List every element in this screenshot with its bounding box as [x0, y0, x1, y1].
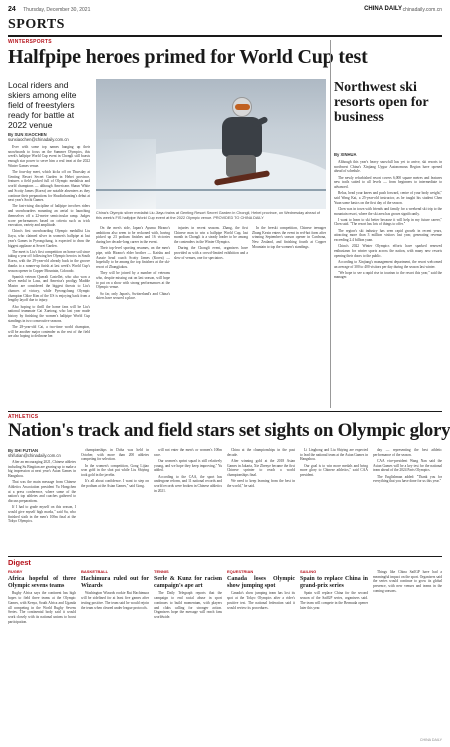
athletics-column-2 — [81, 448, 149, 553]
paragraph: will not enter the men's or women's 100m race. — [154, 448, 222, 457]
paragraph: On the men's side, Japan's Ayumu Hirano's ambitions also seem to be reckoned with, having picked up 23 podium finishes and 16 victories during her decade-long career in the event. — [96, 226, 170, 245]
paragraph: Their top-level sporting resumes, on the men's pipe, with Hirano's elder brother — Kaishu and Aussie head coach Scotty James (Korea) — hopefully to be among the top finishers at the ski-resort of Zhangjiakou. — [96, 246, 170, 270]
athletics-column-6 — [373, 448, 442, 553]
lead-deck: Local riders and skiers among elite field of freestylers ready for battle at 2022 venue — [8, 80, 77, 130]
side-headline[interactable]: Northwest ski resorts open for business — [334, 80, 429, 125]
brief-headline[interactable]: Hachimura ruled out for Wizards — [81, 576, 149, 589]
lead-column-4 — [252, 226, 326, 407]
brief-kicker: TENNIS — [154, 570, 169, 574]
section-divider — [8, 35, 442, 37]
digest-brief-2 — [81, 570, 149, 734]
paragraph: The region's ski industry has seen rapid growth in recent years, attracting more than 3 million visitors last year, generating revenue exceeding 2.4 billion yuan. — [334, 228, 442, 243]
athletics-byline — [8, 448, 88, 458]
side-column — [334, 160, 442, 407]
paragraph: Li Linghong and Liu Shiying are expected to lead the national team at the Asian Games in Hangzhou. — [300, 448, 368, 462]
paragraph: That was the main message from Chinese Athletics Association president Yu Hongchen at a press conference, where some of the nation's top athletes and coaches gathered to discuss preparations. — [8, 480, 76, 504]
byline-name: By SHI FUTIAN — [8, 448, 39, 453]
brief-body: Rugby Africa says the continent has high hopes to field three teams at the Olympic Games, with Kenya, South Africa and Uganda all competing in the World Rugby Sevens Series. The continental body said it would work closely with its national unions to boost participation. — [8, 591, 76, 624]
brief-body: The Daily Telegraph reports that the campaign to end racial abuse in sport continues to build momentum, with players and clubs calling for stronger action. Organisers hope the message will reach fans worldwide. — [154, 591, 222, 619]
lead-column-3 — [174, 226, 248, 407]
story-divider — [8, 411, 442, 412]
paragraph: The fast-rising discipline of halfpipe involves riders and snowboarders mounting an aerial to launching themselves off a 22-metre semicircular ramp. Judges score performances based on criteria such as trick execution, variety and amplitude. — [8, 204, 90, 228]
column-divider — [330, 40, 331, 408]
side-byline: By XINHUA — [334, 152, 357, 157]
paragraph: The four-day meet, which kicks off on Thursday at Genting Resort Secret Garden in Hebei province, features a field packed full of Olympic medalists and world champions — although Americans Shaun White and Scotty James (Korea) are notable absentees as they continue their preparations for Shaolinhunting's debut at next year's Sochi Games. — [8, 170, 90, 203]
paragraph: China's first snowboarding Olympic medallist Liu Jiayu, who claimed silver in women's halfpipe at last year's Games in Pyeongchang, is expected to draw the biggest applause at Secret Garden. — [8, 229, 90, 248]
page-number: 24 — [8, 6, 16, 13]
paragraph: Our goal is to win more medals and bring more glory to Chinese athletics," said CAA president. — [300, 463, 368, 478]
footer-right: CHINA DAILY — [419, 738, 442, 742]
paragraph: CAA vice-president Wang Nan said the Asian Games will be a key test for the national team ahead of the 2024 Paris Olympics. — [373, 458, 442, 473]
paragraph: "We hope to see a rapid rise in tourism to the resort this year," said the manager. — [334, 270, 442, 280]
byline-email[interactable]: shifutian@chinadaily.com.cn — [8, 453, 61, 458]
paragraph: So far, only Japan's, Switzerland's and China's skiers have secured a place. — [96, 291, 170, 301]
paragraph: They will be joined by a number of veterans who, despite missing out on last season, will hope to put on a show with strong performances at the Olympic venue. — [96, 271, 170, 290]
paragraph: The Englishman added: "Thank you for everything that you have done for us this year." — [373, 474, 442, 484]
paragraph: Although this year's heavy snowfall has yet to arrive, ski resorts in northwest China's Xinjiang Uygur Autonomous Region have opened ahead of schedule. — [334, 160, 442, 174]
paragraph: Ever with some top names hanging up their snowboards to focus on the Summer Olympics, this week's halfpipe World Cup event in Chongli still boasts enough star power to serve him a real treat at the 2022 Winter Games venue. — [8, 145, 90, 168]
paragraph: If I had to grade myself on this season, I would give myself high marks," said Su, who finished sixth in the men's 100m final at the Tokyo Olympics. — [8, 505, 76, 524]
digest-divider — [8, 556, 442, 567]
issue-date: Thursday, December 30, 2021 — [23, 7, 91, 13]
paragraph: injuries in recent seasons. Zhang, the first Chinese man to win a halfpipe World Cup, last month in Chongli is a steady leader to be among the contenders in the Winter Olympics. — [174, 226, 248, 245]
digest-title: Digest — [8, 558, 31, 567]
paragraph: After winning gold at the 2018 Asian Games in Jakarta, Xie Zhenye became the first Chinese sprinter to reach a world championships final. — [227, 458, 295, 478]
paragraph: Also hoping to thrill the home fans will be Liu's national teammate Cai Xuetong, who last year made history by finishing the women's halfpipe World Cup standings in two consecutive seasons. — [8, 304, 90, 323]
brief-kicker: EQUESTRIAN — [227, 570, 254, 574]
lead-column-1 — [8, 145, 90, 407]
paragraph: The meet is Liu's first competition on home soil since taking a year off following her Olympic heroics in South Korea, with the 29-year-old already back in the groove thanks to a runner-up finish at last week's World Cup's season opener in Copper Mountain, Colorado. — [8, 249, 90, 273]
digest-brief-1 — [8, 570, 76, 734]
brief-headline[interactable]: Spain to replace China in grand-prix series — [300, 576, 368, 589]
brief-headline[interactable]: Africa hopeful of three Olympic sevens teams — [8, 576, 76, 589]
digest-brief-6 — [373, 570, 442, 734]
digest-brief-3 — [154, 570, 222, 734]
paragraph: According to Xinjiang's management department, the resort welcomed an average of 300 to 400 visitors per day during the season last winter. — [334, 259, 442, 269]
paragraph: day — representing the best athletic performance of the season. — [373, 448, 442, 457]
athletics-headline[interactable]: Nation's track and field stars set sights on Olympic glory — [8, 420, 450, 441]
page-header — [8, 6, 442, 16]
paragraph: Chen was in town with friends and family for a weekend ski trip to the mountain resort, where the ski area has grown significantly. — [334, 206, 442, 216]
paragraph: According to the CAA, the sport has undergone reform, and 11 national records and world records were broken in Chinese athletics in 2021. — [154, 474, 222, 493]
digest-brief-5 — [300, 570, 368, 734]
lead-photo[interactable] — [96, 79, 326, 209]
byline-email[interactable]: sunxiaochen@chinadaily.com.cn — [8, 137, 69, 142]
athletics-kicker: ATHLETICS — [8, 414, 39, 420]
paragraph: The 28-year-old Cai, a two-time world champion, will be another major contender as the rest of the field are also hoping to dethrone her. — [8, 324, 90, 339]
brief-headline[interactable]: Serle & Kunz for racism campaign's ape art — [154, 576, 222, 589]
lead-headline[interactable]: Halfpipe heroes primed for World Cup test — [8, 46, 368, 68]
paragraph: championships in Doha was held in October, with more than 200 athletes competing for selection. — [81, 448, 149, 462]
photo-caption: China's Olympic silver medalist Liu Jiayu trains at Genting Resort Secret Garden in Chongli, Hebei province, on Wednesday ahead of this week's FIS halfpipe World Cup event at the 2022 Olympic venue. PROVIDED TO CHINA DAILY — [96, 211, 320, 220]
paragraph: China at the championships in the past decade. — [227, 448, 295, 457]
digest-brief-4 — [227, 570, 295, 734]
paragraph: Spanish veteran Queralt Castellet, who also won a silver medal in Laax, and America's prodigy Maddie Mastro are considered the biggest threats to Liu's chances of victory, while Pyeongchang Olympic champion Chloe Kim of the US is enjoying back from a lengthy layoff due to injury. — [8, 274, 90, 303]
paragraph: Our women's sprint squad is still relatively young, and we hope they keep improving," Yu added. — [154, 458, 222, 473]
section-title: SPORTS — [8, 17, 65, 32]
brief-body: Washington Wizards rookie Rui Hachimura will be sidelined for at least five games after testing positive. The team said he would rejoin the team when cleared under league protocols. — [81, 591, 149, 610]
paragraph: In the freeski competition, Chinese teenager Zhang Kexin enters the event in red-hot form after winning September's season opener in Cardrona, New Zealand, and finishing fourth at Copper Mountain to top the women's standings. — [252, 226, 326, 249]
paragraph: I want to learn to ski better because it will help in my future career," Chen said. "The resort has lots of things to offer." — [334, 217, 442, 227]
brief-kicker: RUGBY — [8, 570, 23, 574]
athletics-column-4 — [227, 448, 295, 553]
paragraph: The newly refurbished resort covers 6,000 square metres and features new trails suited to all levels — from beginners to intermediate to advanced. — [334, 175, 442, 190]
athletics-column-5 — [300, 448, 368, 553]
brief-body: Things like China SailGP have had a meaningful impact on the sport. Organisers said the series would continue to grow its global presence, with new venues and teams in the coming seasons. — [373, 570, 442, 593]
byline-name: By SUN XIAOCHEN — [8, 132, 47, 137]
paragraph: In the women's competition, Gong Lijiao won gold in the shot put while Liu Shiying took gold in the javelin. — [81, 463, 149, 478]
lead-kicker: WINTERSPORTS — [8, 39, 52, 45]
brief-kicker: BASKETBALL — [81, 570, 109, 574]
website-link[interactable]: chinadaily.com.cn — [402, 7, 442, 13]
paragraph: China's 2022 Winter Olympics efforts have sparked renewed enthusiasm for winter sports across the nation, with many new resorts opening their doors to the public. — [334, 244, 442, 258]
lead-byline — [8, 132, 88, 142]
paragraph: We need to keep learning from the best in the world," he said. — [227, 479, 295, 488]
paragraph: During the Chongli event, organisers have provided as with a crowd-limited exhibition and a slew of venues, one for spectators. — [174, 246, 248, 260]
snowboarder-figure — [214, 97, 270, 187]
brief-body: Spain will replace China for the second season of the SailGP series, organisers said. The team will compete in the Bermuda opener later this year. — [300, 591, 368, 610]
athletics-column-3 — [154, 448, 222, 553]
brief-headline[interactable]: Canada loses Olympic show jumping spot — [227, 576, 295, 589]
paragraph: It's all about confidence. I want to step on the podium at the Asian Games," said Gong. — [81, 479, 149, 488]
brief-body: Canada's show jumping team has lost its spot at the Tokyo Olympics after a rider's positive test. The national federation said it would review its procedures. — [227, 591, 295, 610]
paragraph: After an encouraging 2021, Chinese athletes including Su Bingtian are gearing up to make a big impression at next year's Asian Games in Hangzhou. — [8, 460, 76, 479]
brief-kicker: SAILING — [300, 570, 317, 574]
athletics-column-1 — [8, 460, 76, 553]
lead-column-2 — [96, 226, 170, 407]
paragraph: Relax, head your knees and push forward, centre of your body weight," said Wang Kai, a 25-year-old instructor, as he taught his student Chen Yuan some basics on the first day of the season. — [334, 191, 442, 205]
masthead-logo: CHINA DAILY — [364, 6, 402, 12]
